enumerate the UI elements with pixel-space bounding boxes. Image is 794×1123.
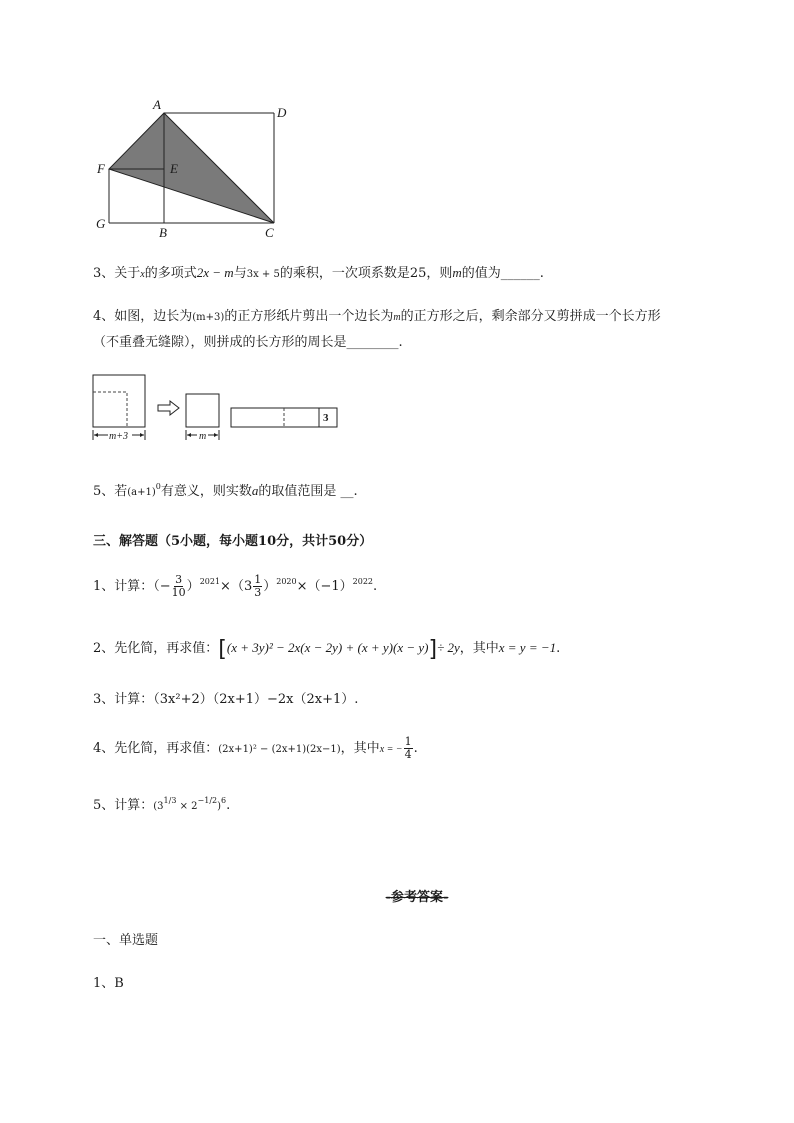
q5-suffix: 的取值范围是 __. — [258, 484, 358, 499]
label-f: F — [97, 161, 105, 176]
p1-mid1: ×（3 — [220, 579, 253, 594]
p5-exp-a: 1/3 — [163, 796, 177, 805]
q5-prefix: 5、若 — [93, 484, 128, 499]
label-c: C — [265, 225, 274, 240]
p2-left-bracket: [ — [218, 637, 227, 662]
question-5 — [93, 480, 358, 499]
p4-cond: ，其中 — [340, 741, 380, 756]
q3-prefix: 3、关于 — [93, 266, 141, 281]
small-square — [186, 394, 219, 427]
answers-section-1: 一、单选题 — [93, 933, 159, 948]
problem-3: 3、计算：（3x²+2）（2x+1）−2x（2x+1）. — [93, 692, 359, 707]
problem-4 — [93, 736, 418, 761]
p1-frac-den: 10 — [171, 586, 186, 599]
inner-dashed-square — [93, 392, 127, 427]
p1-mixed-fraction — [253, 574, 262, 599]
answers-title: -参考答案- — [385, 890, 449, 905]
q3-suffix: 的值为______. — [461, 266, 544, 281]
q4-line2: （不重叠无缝隙），则拼成的长方形的周长是________. — [93, 335, 403, 350]
p2-cond: ，其中 — [459, 641, 499, 656]
q4-line1-b: 的正方形纸片剪出一个边长为 — [224, 309, 394, 324]
p4-frac-num: 1 — [404, 735, 412, 748]
p2-right-bracket: ] — [428, 637, 438, 662]
p1-fraction — [172, 574, 186, 599]
arrowhead-left — [94, 433, 98, 437]
problem-2 — [93, 637, 561, 662]
p1-exp2: 2020 — [276, 577, 297, 586]
p5-expr: (3 — [153, 801, 164, 812]
arrowhead2-right — [214, 433, 218, 437]
p1-prefix: 1、计算：（− — [93, 579, 171, 594]
p4-prefix: 4、先化简，再求值： — [93, 741, 219, 756]
q5-mid: 有意义，则实数 — [160, 484, 252, 499]
label-a: A — [153, 97, 161, 112]
p2-tail: ÷ 2y — [437, 640, 460, 655]
label-m-plus-3: m+3 — [109, 431, 128, 442]
arrowhead2-left — [187, 433, 191, 437]
q5-var-a: a — [251, 483, 259, 498]
p2-suffix: . — [556, 641, 561, 656]
p5-mid: × 2 — [176, 801, 198, 812]
section-3-heading: 三、解答题（5小题，每小题10分，共计50分） — [93, 534, 373, 549]
q3-expr2: 3x + 5 — [246, 269, 280, 280]
p4-suffix: . — [413, 741, 418, 756]
p1-exp3: 2022 — [352, 577, 374, 586]
p5-suffix: . — [226, 798, 231, 813]
p4-fraction — [404, 736, 413, 761]
p5-exp-c: 6 — [221, 796, 227, 805]
p1-suffix: . — [373, 579, 378, 594]
q5-exp: 0 — [155, 482, 161, 491]
answer-1: 1、B — [93, 976, 124, 991]
question-4-line2 — [93, 331, 403, 350]
p5-close: ) — [217, 801, 222, 812]
p5-exp-b: −1/2 — [197, 796, 218, 805]
p4-cond-expr: x = − — [379, 744, 403, 755]
problem-5 — [93, 794, 230, 813]
problem-1: 1、计算：（− $\frac{3}{10}$ ）$^{2021}$×（3 $\frac{1}{3}$ ）$^{2020}\times(-1)^{2022}$. — [93, 573, 378, 599]
label-g: G — [96, 216, 106, 231]
p2-prefix: 2、先化简，再求值： — [93, 641, 219, 656]
p1-mixed-den: 3 — [254, 586, 262, 599]
label-m: m — [199, 431, 207, 442]
q4-line1-a: 4、如图，边长为 — [93, 309, 193, 324]
q3-var-m: m — [452, 265, 462, 280]
q3-mid3: 的乘积，一次项系数是25，则 — [279, 266, 453, 281]
q4-var-m: m — [393, 312, 401, 323]
p4-expr: (2x+1)² − (2x+1)(2x−1) — [218, 744, 341, 755]
q4-expr1: (m+3) — [192, 312, 225, 323]
q3-mid2: 与 — [233, 266, 247, 281]
p2-expr: (x + 3y)² − 2x(x − 2y) + (x + y)(x − y) — [226, 640, 429, 655]
square-cut-figure — [90, 372, 340, 444]
q3-var-x: x — [140, 269, 145, 280]
question-4-line1 — [93, 305, 661, 324]
q3-mid1: 的多项式 — [144, 266, 197, 281]
big-square — [93, 375, 145, 427]
q4-line1-c: 的正方形之后，剩余部分又剪拼成一个长方形 — [400, 309, 661, 324]
p4-frac-den: 4 — [404, 748, 412, 761]
p1-mixed-num: 1 — [254, 573, 262, 586]
question-3 — [93, 262, 544, 281]
shaded-triangle-afc — [109, 113, 274, 223]
transform-arrow-icon — [158, 401, 179, 415]
label-d: D — [277, 105, 287, 120]
p1-mid2: ×（−1） — [296, 579, 353, 594]
arrowhead-right — [140, 433, 144, 437]
label-three: 3 — [323, 412, 329, 424]
label-b: B — [159, 225, 167, 240]
p2-cond-expr: x = y = −1 — [498, 640, 557, 655]
q5-expr: (a+1) — [127, 487, 156, 498]
p1-frac-num: 3 — [175, 573, 183, 586]
q3-expr1: 2x − m — [196, 265, 234, 280]
label-e: E — [170, 161, 178, 176]
geometry-figure — [90, 95, 290, 245]
p1-exp1: 2021 — [199, 577, 221, 586]
p5-prefix: 5、计算： — [93, 798, 154, 813]
